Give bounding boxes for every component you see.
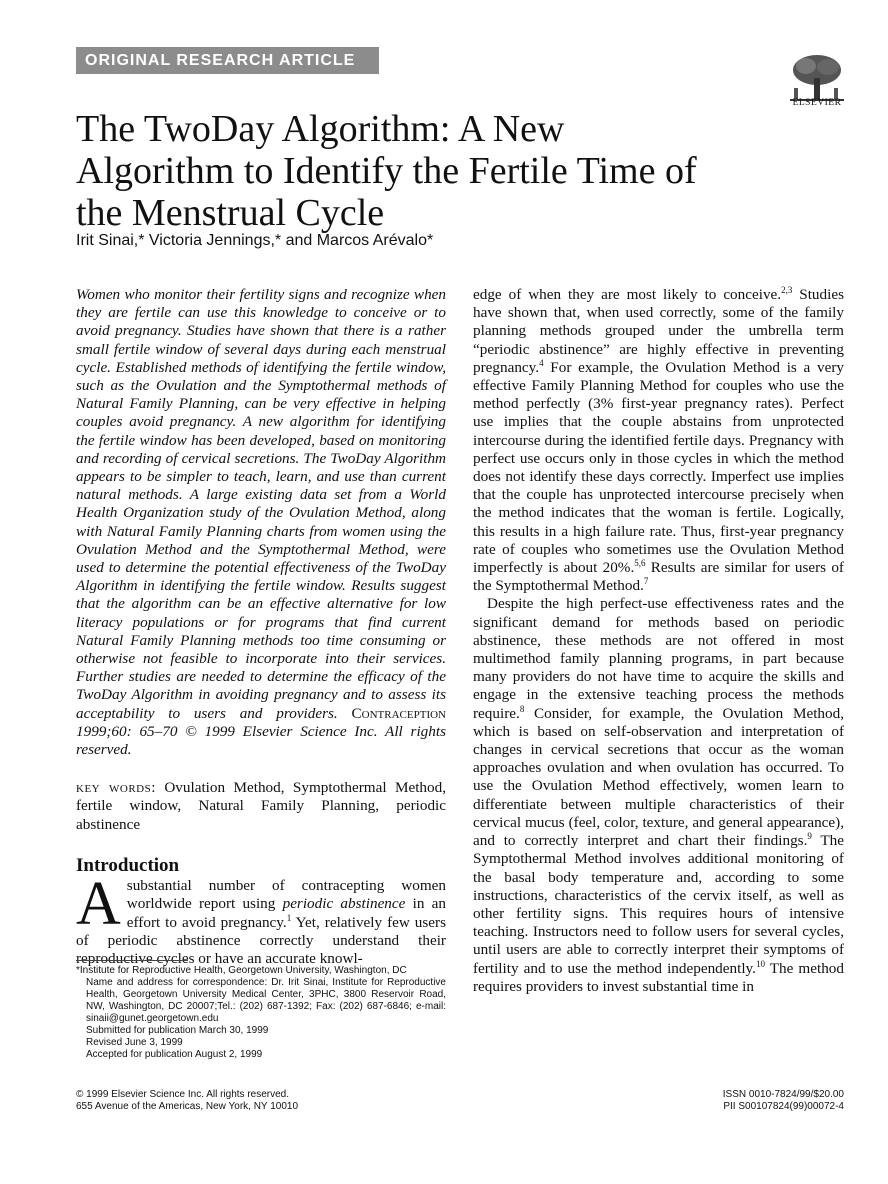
article-type-banner: ORIGINAL RESEARCH ARTICLE (76, 47, 379, 74)
footer-pii: PII S00107824(99)00072-4 (723, 1101, 844, 1112)
body-text: The method requires providers to invest substantial time in (473, 959, 844, 995)
body-text: The Symptothermal Method involves additional monitoring of the basal body temperature and, according to some instructions, characteristics of the cervix itself, as well as other fertility signs. This requires hours of intensive teaching. Instructors need to follow users for several cycles, until users are able to correctly interpret their symptoms of fertility and to use the method independently. (473, 832, 845, 977)
intro-text: in an effort to avoid pregnancy. (126, 895, 446, 931)
body-text: edge of when they are most likely to conceive. (473, 286, 782, 303)
keywords-label: key words: (76, 779, 156, 797)
citation-ref: 9 (807, 831, 812, 842)
journal-name: Contraception (351, 704, 446, 722)
footer-copyright (76, 1089, 298, 1113)
footnotes (76, 965, 446, 1061)
section-heading-introduction: Introduction (76, 854, 180, 876)
citation-ref: 7 (643, 576, 649, 587)
footer-copyright-line: © 1999 Elsevier Science Inc. All rights reserved. (76, 1089, 290, 1100)
abstract (76, 286, 446, 759)
citation-ref: 2,3 (781, 284, 793, 295)
footer-address-line: 655 Avenue of the Americas, New York, NY 10010 (76, 1101, 299, 1112)
abstract-text: Women who monitor their fertility signs and recognize when they are fertile can use this knowledge to conceive or to avoid pregnancy. Studies have shown that there is a rather small fertile window of several days during each menstrual cycle. Established methods of identifying the fertile window, such as the Ovulation and the Symptothermal methods of Natural Family Planning, can be very effective in helping couples avoid pregnancy. A new algorithm for identifying the fertile window has been developed, based on monitoring and recording of cervical secretions. The TwoDay Algorithm appears to be simpler to teach, learn, and use than current natural methods. A large existing data set from a World Health Organization study of the Ovulation Method, along with Natural Family Planning charts from women using the Ovulation Method and the Symptothermal Method, were used to determine the potential effectiveness of the TwoDay Algorithm in identifying the fertile window. Results suggest that the algorithm can be an effective alternative for low literacy populations or for programs that find current Natural Family Planning methods too time consuming or otherwise not feasible to incorporate into their services. Further studies are needed to determine the efficacy of the TwoDay Algorithm in avoiding pregnancy and to assess its acceptability to users and providers. (76, 286, 446, 722)
intro-text: Yet, relatively few users of periodic abstinence correctly understand their reproductive cycles or have an accurate knowl- (76, 913, 446, 967)
footnote-submitted: Submitted for publication March 30, 1999 (86, 1025, 269, 1036)
body-text: Consider, for example, the Ovulation Method, which is based on self-observation and interpretation of changes in cervical secretions that occur as the woman approaches ovulation and when ovulation has occurred. To use the Ovulation Method effectively, women learn to differentiate between multiple characteristics of their cervical mucus (feel, color, texture, and general appearance), and to correctly interpret and chart their findings. (473, 704, 844, 850)
footer-identifiers (723, 1089, 844, 1113)
footer-issn: ISSN 0010-7824/99/$20.00 (722, 1089, 844, 1100)
left-column (76, 286, 446, 968)
body-text: Studies have shown that, when used correctly, some of the family planning methods grouped under the umbrella term “periodic abstinence” are highly effective in preventing pregnancy. (473, 286, 844, 376)
intro-emphasis: periodic abstinence (282, 895, 406, 913)
footnote-affiliation: *Institute for Reproductive Health, Georgetown University, Washington, DC (76, 965, 407, 976)
body-text: For example, the Ovulation Method is a very effective Family Planning Method for couples who use the method perfectly (3% first-year pregnancy rates). Perfect use implies that the couple abstains from unprotected intercourse during the identified fertile days. Pregnancy with perfect use occurs only in those cycles in which the method does not identify these days correctly. Imperfect use implies that the couple has unprotected intercourse precisely when the method indicates that the woman is fertile. Logically, this results in a high failure rate. Thus, first-year pregnancy rate of couples who sometimes use the Ovulation Method imperfectly is about 20%. (473, 358, 844, 577)
footnote-rule (76, 960, 188, 961)
right-column (473, 286, 844, 996)
keywords (76, 779, 446, 834)
introduction-paragraph (76, 870, 446, 968)
intro-text: substantial number of contracepting women worldwide report using (126, 877, 446, 913)
footnote-revised: Revised June 3, 1999 (86, 1037, 183, 1048)
body-paragraph (473, 595, 844, 995)
citation-ref: 8 (519, 703, 525, 714)
body-text: Despite the high perfect-use effectiveness rates and the significant demand for methods based on periodic abstinence, these methods are not offered in most multimethod family planning programs, in part because many providers do not have time to acquire the skills and engage in the extensive teaching process the methods require. (473, 595, 844, 722)
elsevier-logo-text: ELSEVIER (792, 98, 842, 108)
keywords-text: Ovulation Method, Symptothermal Method, fertile window, Natural Family Planning, periodic abstinence (76, 779, 446, 833)
footnote-accepted: Accepted for publication August 2, 1999 (86, 1049, 263, 1060)
footnote-correspondence: Name and address for correspondence: Dr. Irit Sinai, Institute for Reproductive Health, Georgetown University Medical Center, 3PHC, 3800 Reservoir Road, NW, Washington, DC 20007;Tel.: (202) 687-1392; Fax: (202) 687-6846; e-mail: sinaii@gunet.georgetown.edu (86, 977, 446, 1024)
article-title: The TwoDay Algorithm: A New Algorithm to Identify the Fertile Time of the Menstrual Cycle (76, 108, 697, 234)
drop-cap: A (76, 870, 121, 939)
citation-ref: 5,6 (634, 557, 646, 568)
author-list: Irit Sinai,* Victoria Jennings,* and Marcos Arévalo* (76, 232, 434, 249)
body-paragraph (473, 286, 844, 595)
citation-ref: 10 (755, 958, 765, 969)
citation-ref: 4 (539, 357, 544, 368)
abstract-citation: 1999;60: 65–70 © 1999 Elsevier Science Inc. All rights reserved. (76, 722, 446, 759)
body-text: Results are similar for users of the Symptothermal Method. (473, 559, 844, 595)
citation-ref: 1 (286, 912, 292, 923)
